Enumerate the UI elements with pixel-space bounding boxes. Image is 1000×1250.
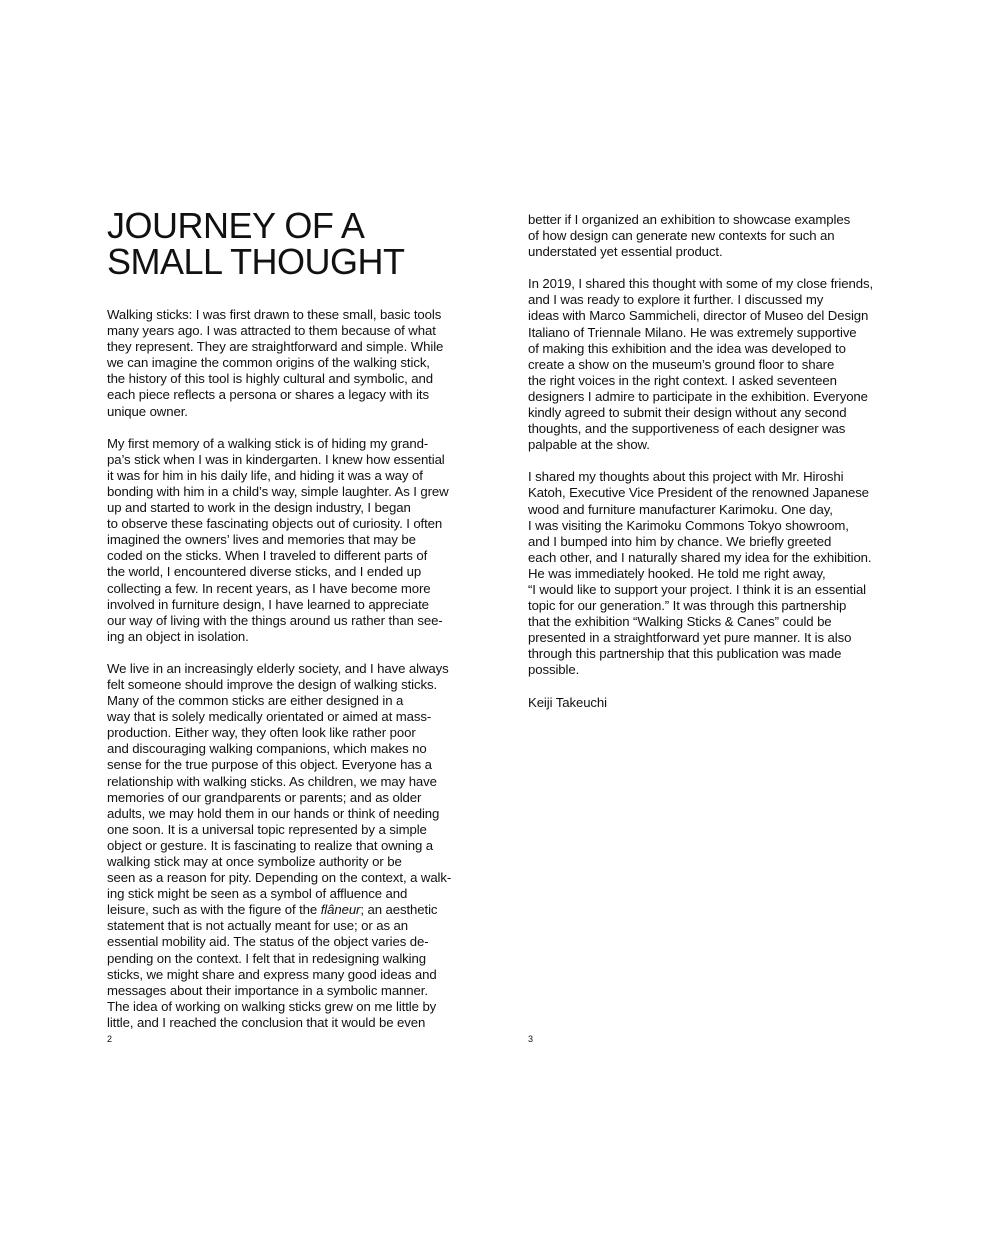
text-line: each other, and I naturally shared my idea for the exhibition.: [528, 549, 872, 565]
text-line: I shared my thoughts about this project with Mr. Hiroshi: [528, 469, 844, 485]
text-line: adults, we may hold them in our hands or think of needing: [107, 805, 440, 821]
text-line: Many of the common sticks are either designed in a: [107, 693, 404, 709]
text-line: many years ago. I was attracted to them because of what: [107, 323, 436, 339]
text-line: Walking sticks: I was first drawn to these small, basic tools: [107, 307, 442, 322]
text-line: ing an object in isolation.: [107, 628, 249, 644]
text-line: and discouraging walking companions, which makes no: [107, 741, 427, 757]
text-line: essential mobility aid. The status of the object varies de-: [107, 934, 429, 950]
text-line: it was for him in his daily life, and hiding it was a way of: [107, 467, 423, 483]
text-line: designers I admire to participate in the exhibition. Everyone: [528, 388, 868, 404]
text-line: collecting a few. In recent years, as I have become more: [107, 580, 431, 596]
text-line: the right voices in the right context. I asked seventeen: [528, 372, 837, 388]
text-line: ing stick might be seen as a symbol of affluence and: [107, 886, 408, 902]
text-line: My first memory of a walking stick is of hiding my grand-: [107, 435, 429, 451]
text-line: one soon. It is a universal topic represented by a simple: [107, 821, 427, 837]
paragraph-origins: [107, 307, 507, 420]
text-line: Katoh, Executive Vice President of the renowned Japanese: [528, 485, 869, 501]
text-line: We live in an increasingly elderly society, and I have always: [107, 660, 449, 676]
text-line: messages about their importance in a symbolic manner.: [107, 982, 428, 998]
text-line: wood and furniture manufacturer Karimoku. One day,: [528, 501, 833, 517]
para3-before: [107, 661, 507, 902]
text-line: topic for our generation.” It was through this partnership: [528, 598, 847, 614]
text-line: presented in a straightforward yet pure manner. It is also: [528, 630, 852, 646]
paragraph-first-memory: [107, 436, 507, 645]
page-title: [107, 205, 487, 282]
text-line: the world, I encountered diverse sticks, and I ended up: [107, 564, 422, 580]
text-line: way that is solely medically orientated or aimed at mass-: [107, 709, 432, 725]
page-number-right: 3: [528, 1034, 534, 1044]
text-line: kindly agreed to submit their design without any second: [528, 405, 847, 421]
text-line: and I bumped into him by chance. We briefly greeted: [528, 533, 832, 549]
text-line: understated yet essential product.: [528, 244, 723, 260]
text-line: and I was ready to explore it further. I discussed my: [528, 292, 824, 308]
text-line: He was immediately hooked. He told me right away,: [528, 565, 826, 581]
para3-after: [107, 918, 507, 1031]
page-number-left: 2: [107, 1034, 113, 1044]
text-line: to observe these fascinating objects out of curiosity. I often: [107, 516, 443, 532]
text-line: “I would like to support your project. I think it is an essential: [528, 581, 867, 597]
text-line: possible.: [528, 662, 580, 678]
text-line: walking stick may at once symbolize authority or be: [107, 854, 402, 869]
text-line: felt someone should improve the design of walking sticks.: [107, 676, 438, 692]
text-line: up and started to work in the design industry, I began: [107, 500, 411, 516]
text-line: of how design can generate new contexts for such an: [528, 228, 835, 244]
text-line: pending on the context. I felt that in redesigning walking: [107, 950, 426, 966]
text-line: better if I organized an exhibition to showcase examples: [528, 212, 851, 227]
paragraph-elderly-society: [107, 661, 507, 1031]
text-line: palpable at the show.: [528, 437, 650, 453]
text-line: each piece reflects a persona or shares a legacy with its: [107, 387, 429, 403]
title-line: SMALL THOUGHT: [107, 241, 405, 282]
text-line: unique owner.: [107, 403, 188, 419]
text-line: object or gesture. It is fascinating to realize that owning a: [107, 837, 433, 853]
left-column: [107, 307, 507, 1047]
flaneur-word: flâneur: [320, 902, 361, 918]
text-line: the history of this tool is highly cultural and symbolic, and: [107, 371, 433, 387]
text-line: sense for the true purpose of this object. Everyone has a: [107, 757, 432, 773]
text-line: our way of living with the things around us rather than see-: [107, 612, 443, 628]
text-line: we can imagine the common origins of the walking stick,: [107, 355, 430, 371]
text-line: bonding with him in a child’s way, simple laughter. As I grew: [107, 483, 449, 499]
text-line: thoughts, and the supportiveness of each designer was: [528, 421, 846, 437]
text-line: involved in furniture design, I have learned to appreciate: [107, 596, 429, 612]
text-line: relationship with walking sticks. As children, we may have: [107, 773, 437, 789]
text-line: sticks, we might share and express many good ideas and: [107, 966, 437, 982]
author-signature: Keiji Takeuchi: [528, 694, 607, 710]
paragraph-karimoku: [528, 469, 928, 678]
text-line: ideas with Marco Sammicheli, director of Museo del Design: [528, 308, 869, 324]
text-line: seen as a reason for pity. Depending on the context, a walk-: [107, 870, 452, 886]
text-line: Italiano of Triennale Milano. He was extremely supportive: [528, 324, 857, 340]
text-line: pa’s stick when I was in kindergarten. I knew how essential: [107, 451, 445, 467]
text-line: coded on the sticks. When I traveled to different parts of: [107, 548, 428, 564]
text-line: create a show on the museum’s ground floor to share: [528, 356, 835, 372]
text-line: they represent. They are straightforward and simple. While: [107, 339, 444, 355]
text-line: of making this exhibition and the idea was developed to: [528, 340, 846, 356]
text-line: imagined the owners’ lives and memories that may be: [107, 532, 416, 548]
flaneur-post: ; an aesthetic: [360, 902, 438, 918]
text-line: memories of our grandparents or parents; and as older: [107, 789, 422, 805]
text-line: statement that is not actually meant for use; or as an: [107, 918, 409, 934]
text-line: In 2019, I shared this thought with some of my close friends,: [528, 276, 874, 292]
flaneur-pre: leisure, such as with the figure of the: [107, 902, 321, 918]
paragraph-triennale: [528, 276, 928, 453]
text-line: production. Either way, they often look like rather poor: [107, 725, 416, 741]
title-line: JOURNEY OF A: [107, 205, 365, 246]
right-column: [528, 212, 928, 727]
text-line: I was visiting the Karimoku Commons Tokyo showroom,: [528, 517, 849, 533]
paragraph-exhibition-idea: [528, 212, 928, 260]
text-line: through this partnership that this publication was made: [528, 646, 842, 662]
text-line-flaneur: [107, 902, 507, 918]
text-line: little, and I reached the conclusion that it would be even: [107, 1014, 426, 1030]
text-line: that the exhibition “Walking Sticks & Canes” could be: [528, 614, 832, 630]
signature-block: [528, 695, 928, 711]
text-line: The idea of working on walking sticks grew on me little by: [107, 998, 437, 1014]
